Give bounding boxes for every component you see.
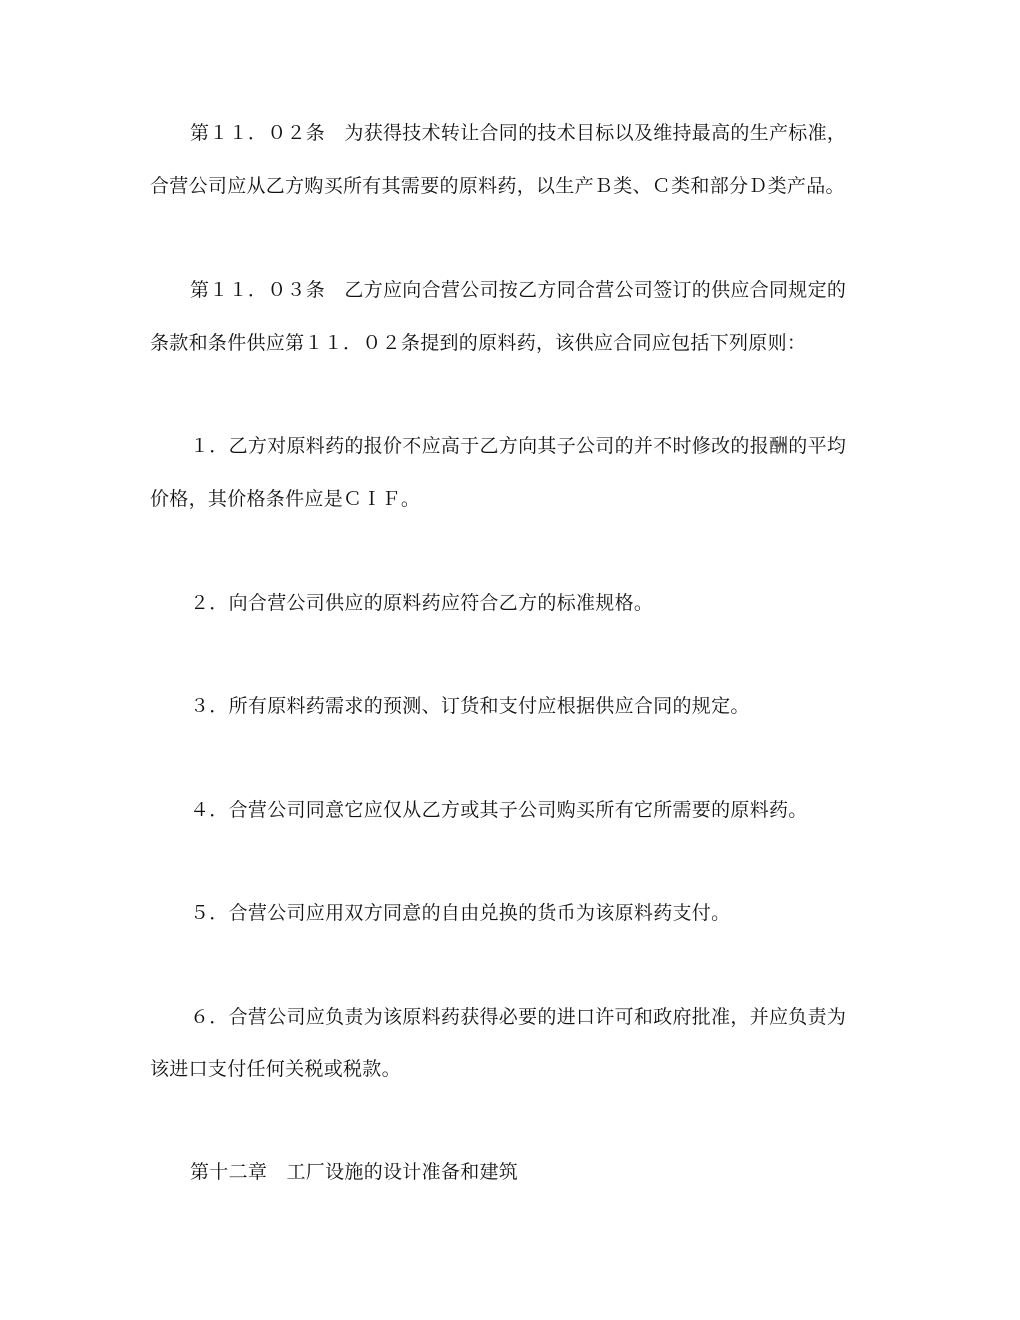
principle-6-line-2: 该进口支付任何关税或税款。 [150, 1058, 401, 1080]
article-11-03-line-2: 条款和条件供应第１１．０２条提到的原料药，该供应合同应包括下列原则： [150, 332, 807, 354]
principle-4-line-1: ４．合营公司同意它应仅从乙方或其子公司购买所有它所需要的原料药。 [190, 799, 808, 821]
principle-1-line-1: １．乙方对原料药的报价不应高于乙方向其子公司的并不时修改的报酬的平均 [190, 435, 847, 457]
chapter-12-heading: 第十二章 工厂设施的设计准备和建筑 [190, 1161, 519, 1183]
article-11-03-line-1: 第１１．０３条 乙方应向合营公司按乙方同合营公司签订的供应合同规定的 [190, 279, 847, 301]
principle-2-line-1: ２．向合营公司供应的原料药应符合乙方的标准规格。 [190, 592, 654, 614]
article-11-02-line-2: 合营公司应从乙方购买所有其需要的原料药，以生产Ｂ类、Ｃ类和部分Ｄ类产品。 [150, 175, 845, 197]
principle-5-line-1: ５．合营公司应用双方同意的自由兑换的货币为该原料药支付。 [190, 902, 731, 924]
principle-6-line-1: ６．合营公司应负责为该原料药获得必要的进口许可和政府批准，并应负责为 [190, 1006, 847, 1028]
principle-1-line-2: 价格，其价格条件应是ＣＩＦ。 [150, 488, 421, 510]
principle-3-line-1: ３．所有原料药需求的预测、订货和支付应根据供应合同的规定。 [190, 695, 750, 717]
article-11-02-line-1: 第１１．０２条 为获得技术转让合同的技术目标以及维持最高的生产标准， [190, 122, 847, 144]
